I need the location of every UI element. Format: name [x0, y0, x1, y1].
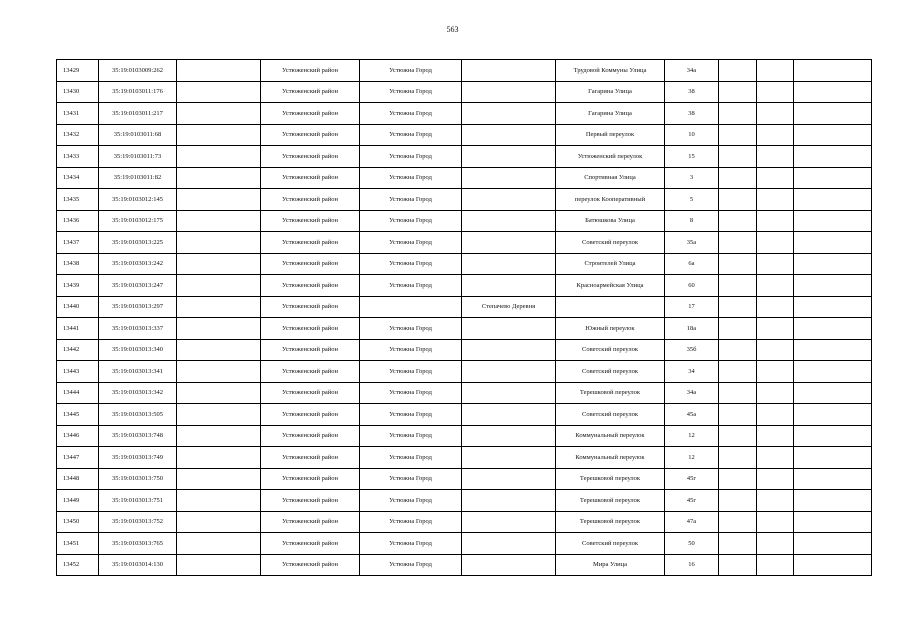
row-number-cell: 13434: [57, 167, 99, 189]
settlement-cell: Устюжна Город: [360, 533, 462, 555]
empty-cell: [719, 382, 757, 404]
cadastral-number-cell: 35:19:0103009:262: [99, 60, 177, 82]
street-cell: Устюженский переулок: [556, 146, 665, 168]
house-number-cell: 8: [665, 210, 719, 232]
empty-cell: [177, 447, 261, 469]
table-row: [57, 511, 872, 533]
empty-cell: [719, 490, 757, 512]
house-number-cell: 10: [665, 124, 719, 146]
district-cell: Устюженский район: [261, 210, 360, 232]
district-cell: Устюженский район: [261, 124, 360, 146]
empty-cell: [794, 361, 872, 383]
cadastral-number-cell: 35:19:0103012:145: [99, 189, 177, 211]
row-number-cell: 13449: [57, 490, 99, 512]
district-cell: Устюженский район: [261, 103, 360, 125]
house-number-cell: 12: [665, 425, 719, 447]
street-cell: Советский переулок: [556, 533, 665, 555]
street-cell: Спортивная Улица: [556, 167, 665, 189]
cadastral-number-cell: 35:19:0103013:337: [99, 318, 177, 340]
row-number-cell: 13438: [57, 253, 99, 275]
empty-cell: [719, 275, 757, 297]
settlement-cell: Устюжна Город: [360, 318, 462, 340]
registry-table: [56, 59, 872, 576]
empty-cell: [719, 124, 757, 146]
district-cell: Устюженский район: [261, 382, 360, 404]
row-number-cell: 13433: [57, 146, 99, 168]
village-cell: [462, 533, 556, 555]
district-cell: Устюженский район: [261, 60, 360, 82]
district-cell: Устюженский район: [261, 511, 360, 533]
district-cell: Устюженский район: [261, 533, 360, 555]
house-number-cell: 35а: [665, 232, 719, 254]
table-row: [57, 232, 872, 254]
settlement-cell: Устюжна Город: [360, 339, 462, 361]
empty-cell: [177, 318, 261, 340]
table-row: [57, 81, 872, 103]
empty-cell: [757, 382, 794, 404]
empty-cell: [757, 490, 794, 512]
settlement-cell: Устюжна Город: [360, 425, 462, 447]
street-cell: Советский переулок: [556, 232, 665, 254]
settlement-cell: [360, 296, 462, 318]
street-cell: Батюшкова Улица: [556, 210, 665, 232]
empty-cell: [757, 511, 794, 533]
empty-cell: [757, 146, 794, 168]
empty-cell: [719, 511, 757, 533]
settlement-cell: Устюжна Город: [360, 511, 462, 533]
district-cell: Устюженский район: [261, 232, 360, 254]
empty-cell: [757, 425, 794, 447]
empty-cell: [719, 210, 757, 232]
empty-cell: [757, 189, 794, 211]
cadastral-number-cell: 35:19:0103013:341: [99, 361, 177, 383]
street-cell: Гагарина Улица: [556, 103, 665, 125]
table-row: [57, 296, 872, 318]
settlement-cell: Устюжна Город: [360, 103, 462, 125]
empty-cell: [719, 318, 757, 340]
district-cell: Устюженский район: [261, 253, 360, 275]
table-row: [57, 447, 872, 469]
row-number-cell: 13435: [57, 189, 99, 211]
empty-cell: [177, 339, 261, 361]
row-number-cell: 13430: [57, 81, 99, 103]
cadastral-number-cell: 35:19:0103013:340: [99, 339, 177, 361]
empty-cell: [177, 60, 261, 82]
table-row: [57, 554, 872, 576]
empty-cell: [757, 318, 794, 340]
settlement-cell: Устюжна Город: [360, 146, 462, 168]
settlement-cell: Устюжна Город: [360, 253, 462, 275]
empty-cell: [177, 404, 261, 426]
row-number-cell: 13446: [57, 425, 99, 447]
empty-cell: [794, 146, 872, 168]
empty-cell: [757, 275, 794, 297]
table-row: [57, 318, 872, 340]
empty-cell: [757, 296, 794, 318]
district-cell: Устюженский район: [261, 318, 360, 340]
street-cell: Терешковой переулок: [556, 468, 665, 490]
settlement-cell: Устюжна Город: [360, 382, 462, 404]
district-cell: Устюженский район: [261, 404, 360, 426]
empty-cell: [794, 318, 872, 340]
cadastral-number-cell: 35:19:0103011:82: [99, 167, 177, 189]
table-row: [57, 275, 872, 297]
settlement-cell: Устюжна Город: [360, 124, 462, 146]
house-number-cell: 47а: [665, 511, 719, 533]
settlement-cell: Устюжна Город: [360, 468, 462, 490]
empty-cell: [719, 339, 757, 361]
empty-cell: [794, 103, 872, 125]
cadastral-number-cell: 35:19:0103013:225: [99, 232, 177, 254]
empty-cell: [794, 404, 872, 426]
empty-cell: [177, 189, 261, 211]
cadastral-number-cell: 35:19:0103013:752: [99, 511, 177, 533]
empty-cell: [757, 124, 794, 146]
table-row: [57, 103, 872, 125]
empty-cell: [177, 511, 261, 533]
empty-cell: [757, 60, 794, 82]
house-number-cell: 45г: [665, 490, 719, 512]
row-number-cell: 13431: [57, 103, 99, 125]
empty-cell: [794, 490, 872, 512]
table-row: [57, 425, 872, 447]
house-number-cell: 50: [665, 533, 719, 555]
village-cell: [462, 554, 556, 576]
district-cell: Устюженский район: [261, 425, 360, 447]
street-cell: Трудовой Коммуны Улица: [556, 60, 665, 82]
empty-cell: [177, 253, 261, 275]
house-number-cell: 17: [665, 296, 719, 318]
row-number-cell: 13450: [57, 511, 99, 533]
row-number-cell: 13441: [57, 318, 99, 340]
house-number-cell: 15: [665, 146, 719, 168]
empty-cell: [794, 167, 872, 189]
empty-cell: [719, 232, 757, 254]
row-number-cell: 13443: [57, 361, 99, 383]
district-cell: Устюженский район: [261, 81, 360, 103]
village-cell: [462, 103, 556, 125]
empty-cell: [794, 296, 872, 318]
empty-cell: [794, 124, 872, 146]
empty-cell: [757, 339, 794, 361]
house-number-cell: 60: [665, 275, 719, 297]
row-number-cell: 13436: [57, 210, 99, 232]
row-number-cell: 13447: [57, 447, 99, 469]
empty-cell: [794, 210, 872, 232]
empty-cell: [757, 554, 794, 576]
cadastral-number-cell: 35:19:0103011:176: [99, 81, 177, 103]
empty-cell: [177, 296, 261, 318]
empty-cell: [719, 447, 757, 469]
village-cell: Степачево Деревня: [462, 296, 556, 318]
district-cell: Устюженский район: [261, 468, 360, 490]
empty-cell: [794, 468, 872, 490]
district-cell: Устюженский район: [261, 339, 360, 361]
village-cell: [462, 318, 556, 340]
district-cell: Устюженский район: [261, 275, 360, 297]
empty-cell: [794, 81, 872, 103]
street-cell: Терешковой переулок: [556, 382, 665, 404]
empty-cell: [177, 232, 261, 254]
village-cell: [462, 468, 556, 490]
district-cell: Устюженский район: [261, 146, 360, 168]
settlement-cell: Устюжна Город: [360, 554, 462, 576]
cadastral-number-cell: 35:19:0103013:342: [99, 382, 177, 404]
row-number-cell: 13429: [57, 60, 99, 82]
empty-cell: [794, 60, 872, 82]
settlement-cell: Устюжна Город: [360, 447, 462, 469]
empty-cell: [177, 210, 261, 232]
cadastral-number-cell: 35:19:0103012:175: [99, 210, 177, 232]
table-row: [57, 146, 872, 168]
empty-cell: [719, 554, 757, 576]
empty-cell: [719, 404, 757, 426]
village-cell: [462, 253, 556, 275]
row-number-cell: 13448: [57, 468, 99, 490]
empty-cell: [177, 103, 261, 125]
house-number-cell: 38: [665, 81, 719, 103]
empty-cell: [757, 447, 794, 469]
village-cell: [462, 425, 556, 447]
settlement-cell: Устюжна Город: [360, 167, 462, 189]
empty-cell: [794, 275, 872, 297]
empty-cell: [177, 425, 261, 447]
cadastral-number-cell: 35:19:0103013:297: [99, 296, 177, 318]
house-number-cell: 5: [665, 189, 719, 211]
settlement-cell: Устюжна Город: [360, 275, 462, 297]
empty-cell: [719, 189, 757, 211]
house-number-cell: 35б: [665, 339, 719, 361]
house-number-cell: 12: [665, 447, 719, 469]
empty-cell: [757, 232, 794, 254]
settlement-cell: Устюжна Город: [360, 210, 462, 232]
cadastral-number-cell: 35:19:0103014:130: [99, 554, 177, 576]
empty-cell: [177, 468, 261, 490]
empty-cell: [757, 253, 794, 275]
village-cell: [462, 210, 556, 232]
cadastral-number-cell: 35:19:0103013:765: [99, 533, 177, 555]
street-cell: переулок Кооперативный: [556, 189, 665, 211]
village-cell: [462, 189, 556, 211]
house-number-cell: 34а: [665, 382, 719, 404]
empty-cell: [794, 253, 872, 275]
row-number-cell: 13442: [57, 339, 99, 361]
empty-cell: [719, 253, 757, 275]
empty-cell: [177, 167, 261, 189]
cadastral-number-cell: 35:19:0103013:748: [99, 425, 177, 447]
village-cell: [462, 146, 556, 168]
settlement-cell: Устюжна Город: [360, 60, 462, 82]
empty-cell: [719, 361, 757, 383]
table-row: [57, 189, 872, 211]
table-row: [57, 361, 872, 383]
row-number-cell: 13439: [57, 275, 99, 297]
registry-body: [57, 60, 872, 576]
house-number-cell: 3: [665, 167, 719, 189]
village-cell: [462, 490, 556, 512]
house-number-cell: 34а: [665, 60, 719, 82]
row-number-cell: 13451: [57, 533, 99, 555]
table-row: [57, 167, 872, 189]
cadastral-number-cell: 35:19:0103011:217: [99, 103, 177, 125]
street-cell: Гагарина Улица: [556, 81, 665, 103]
cadastral-number-cell: 35:19:0103013:242: [99, 253, 177, 275]
settlement-cell: Устюжна Город: [360, 189, 462, 211]
empty-cell: [177, 554, 261, 576]
cadastral-number-cell: 35:19:0103011:68: [99, 124, 177, 146]
empty-cell: [177, 275, 261, 297]
village-cell: [462, 339, 556, 361]
empty-cell: [719, 103, 757, 125]
empty-cell: [719, 81, 757, 103]
district-cell: Устюженский район: [261, 447, 360, 469]
page-number: 563: [446, 25, 459, 34]
empty-cell: [719, 296, 757, 318]
table-row: [57, 404, 872, 426]
empty-cell: [719, 167, 757, 189]
empty-cell: [794, 232, 872, 254]
empty-cell: [177, 490, 261, 512]
street-cell: Первый переулок: [556, 124, 665, 146]
cadastral-number-cell: 35:19:0103013:505: [99, 404, 177, 426]
street-cell: Южный переулок: [556, 318, 665, 340]
cadastral-number-cell: 35:19:0103013:750: [99, 468, 177, 490]
village-cell: [462, 124, 556, 146]
street-cell: Советский переулок: [556, 339, 665, 361]
table-row: [57, 339, 872, 361]
table-row: [57, 490, 872, 512]
table-row: [57, 124, 872, 146]
street-cell: Красноармейская Улица: [556, 275, 665, 297]
empty-cell: [719, 468, 757, 490]
empty-cell: [794, 447, 872, 469]
cadastral-number-cell: 35:19:0103011:73: [99, 146, 177, 168]
street-cell: Советский переулок: [556, 404, 665, 426]
house-number-cell: 45г: [665, 468, 719, 490]
row-number-cell: 13432: [57, 124, 99, 146]
house-number-cell: 18а: [665, 318, 719, 340]
empty-cell: [719, 146, 757, 168]
table-row: [57, 382, 872, 404]
village-cell: [462, 382, 556, 404]
empty-cell: [177, 124, 261, 146]
empty-cell: [757, 167, 794, 189]
empty-cell: [794, 511, 872, 533]
empty-cell: [719, 425, 757, 447]
table-row: [57, 533, 872, 555]
empty-cell: [719, 60, 757, 82]
table-row: [57, 60, 872, 82]
cadastral-number-cell: 35:19:0103013:749: [99, 447, 177, 469]
street-cell: Мира Улица: [556, 554, 665, 576]
settlement-cell: Устюжна Город: [360, 81, 462, 103]
empty-cell: [177, 81, 261, 103]
village-cell: [462, 447, 556, 469]
street-cell: Терешковой переулок: [556, 511, 665, 533]
table-row: [57, 253, 872, 275]
village-cell: [462, 511, 556, 533]
empty-cell: [757, 210, 794, 232]
settlement-cell: Устюжна Город: [360, 490, 462, 512]
street-cell: Коммунальный переулок: [556, 425, 665, 447]
street-cell: [556, 296, 665, 318]
house-number-cell: 6а: [665, 253, 719, 275]
street-cell: Советский переулок: [556, 361, 665, 383]
row-number-cell: 13452: [57, 554, 99, 576]
village-cell: [462, 60, 556, 82]
settlement-cell: Устюжна Город: [360, 404, 462, 426]
district-cell: Устюженский район: [261, 490, 360, 512]
village-cell: [462, 167, 556, 189]
district-cell: Устюженский район: [261, 554, 360, 576]
district-cell: Устюженский район: [261, 361, 360, 383]
house-number-cell: 38: [665, 103, 719, 125]
district-cell: Устюженский район: [261, 167, 360, 189]
empty-cell: [757, 361, 794, 383]
house-number-cell: 45а: [665, 404, 719, 426]
village-cell: [462, 404, 556, 426]
cadastral-number-cell: 35:19:0103013:247: [99, 275, 177, 297]
empty-cell: [794, 339, 872, 361]
street-cell: Строителей Улица: [556, 253, 665, 275]
empty-cell: [794, 533, 872, 555]
empty-cell: [794, 382, 872, 404]
house-number-cell: 34: [665, 361, 719, 383]
row-number-cell: 13437: [57, 232, 99, 254]
empty-cell: [177, 382, 261, 404]
street-cell: Коммунальный переулок: [556, 447, 665, 469]
village-cell: [462, 361, 556, 383]
empty-cell: [177, 533, 261, 555]
empty-cell: [719, 533, 757, 555]
cadastral-number-cell: 35:19:0103013:751: [99, 490, 177, 512]
village-cell: [462, 275, 556, 297]
empty-cell: [757, 468, 794, 490]
empty-cell: [177, 146, 261, 168]
village-cell: [462, 81, 556, 103]
empty-cell: [757, 404, 794, 426]
empty-cell: [757, 81, 794, 103]
empty-cell: [794, 189, 872, 211]
table-row: [57, 468, 872, 490]
district-cell: Устюженский район: [261, 296, 360, 318]
table-row: [57, 210, 872, 232]
empty-cell: [757, 103, 794, 125]
empty-cell: [794, 554, 872, 576]
house-number-cell: 16: [665, 554, 719, 576]
settlement-cell: Устюжна Город: [360, 361, 462, 383]
village-cell: [462, 232, 556, 254]
street-cell: Терешковой переулок: [556, 490, 665, 512]
row-number-cell: 13445: [57, 404, 99, 426]
row-number-cell: 13444: [57, 382, 99, 404]
settlement-cell: Устюжна Город: [360, 232, 462, 254]
empty-cell: [757, 533, 794, 555]
empty-cell: [794, 425, 872, 447]
district-cell: Устюженский район: [261, 189, 360, 211]
empty-cell: [177, 361, 261, 383]
row-number-cell: 13440: [57, 296, 99, 318]
